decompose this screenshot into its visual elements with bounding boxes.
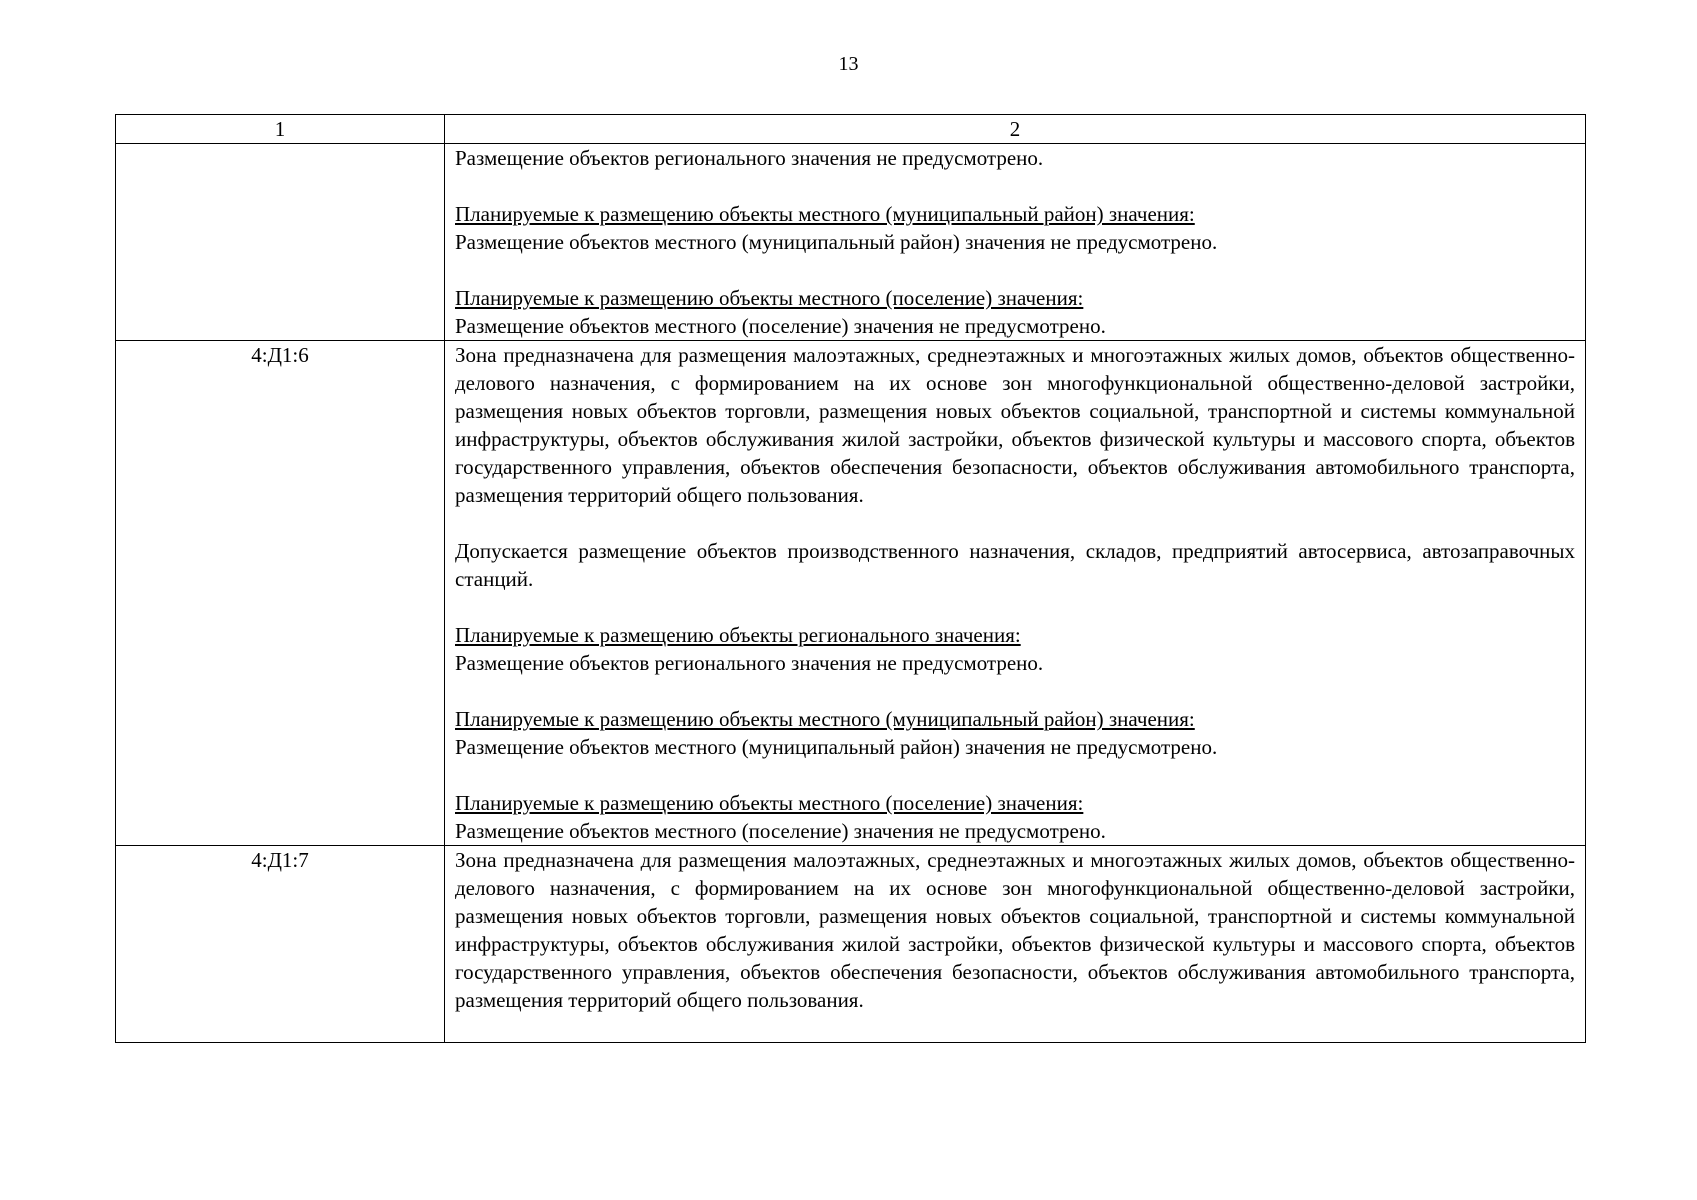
zone-description-cell bbox=[445, 144, 1586, 341]
table-row bbox=[116, 341, 1586, 846]
zone-description-cell bbox=[445, 341, 1586, 846]
regional-objects-text: Размещение объектов регионального значения не предусмотрено. bbox=[455, 146, 1044, 170]
municipal-district-heading: Планируемые к размещению объекты местного (муниципальный район) значения: bbox=[455, 202, 1195, 226]
header-col-1: 1 bbox=[116, 115, 445, 144]
table-row bbox=[116, 846, 1586, 1043]
zone-code-cell: 4:Д1:7 bbox=[116, 846, 445, 1043]
regional-objects-heading: Планируемые к размещению объекты регионального значения: bbox=[455, 623, 1021, 647]
table-header-row bbox=[116, 115, 1586, 144]
zone-description-cell bbox=[445, 846, 1586, 1043]
zone-purpose-text: Зона предназначена для размещения малоэтажных, среднеэтажных и многоэтажных жилых домов, объектов общественно-делового назначения, с формированием на их основе зон многофункциональной общественно-деловой застройки, размещения новых объектов торговли, размещения новых объектов социальной, транспортной и системы коммунальной инфраструктуры, объектов обслуживания жилой застройки, объектов физической культуры и массового спорта, объектов государственного управления, объектов обеспечения безопасности, объектов обслуживания автомобильного транспорта, размещения территорий общего пользования. bbox=[455, 343, 1575, 507]
settlement-text: Размещение объектов местного (поселение) значения не предусмотрено. bbox=[455, 819, 1106, 843]
header-col-2: 2 bbox=[445, 115, 1586, 144]
zone-code-cell bbox=[116, 144, 445, 341]
settlement-heading: Планируемые к размещению объекты местного (поселение) значения: bbox=[455, 791, 1084, 815]
page-number: 13 bbox=[838, 53, 859, 75]
zones-table bbox=[115, 114, 1586, 1043]
settlement-text: Размещение объектов местного (поселение) значения не предусмотрено. bbox=[455, 314, 1106, 338]
table-row bbox=[116, 144, 1586, 341]
settlement-heading: Планируемые к размещению объекты местного (поселение) значения: bbox=[455, 286, 1084, 310]
municipal-district-heading: Планируемые к размещению объекты местного (муниципальный район) значения: bbox=[455, 707, 1195, 731]
municipal-district-text: Размещение объектов местного (муниципальный район) значения не предусмотрено. bbox=[455, 735, 1218, 759]
allowed-uses-text: Допускается размещение объектов производственного назначения, складов, предприятий автосервиса, автозаправочных станций. bbox=[455, 539, 1575, 591]
municipal-district-text: Размещение объектов местного (муниципальный район) значения не предусмотрено. bbox=[455, 230, 1218, 254]
regional-objects-text: Размещение объектов регионального значения не предусмотрено. bbox=[455, 651, 1044, 675]
zone-code-cell: 4:Д1:6 bbox=[116, 341, 445, 846]
zone-purpose-text: Зона предназначена для размещения малоэтажных, среднеэтажных и многоэтажных жилых домов, объектов общественно-делового назначения, с формированием на их основе зон многофункциональной общественно-деловой застройки, размещения новых объектов торговли, размещения новых объектов социальной, транспортной и системы коммунальной инфраструктуры, объектов обслуживания жилой застройки, объектов физической культуры и массового спорта, объектов государственного управления, объектов обеспечения безопасности, объектов обслуживания автомобильного транспорта, размещения территорий общего пользования. bbox=[455, 848, 1575, 1012]
